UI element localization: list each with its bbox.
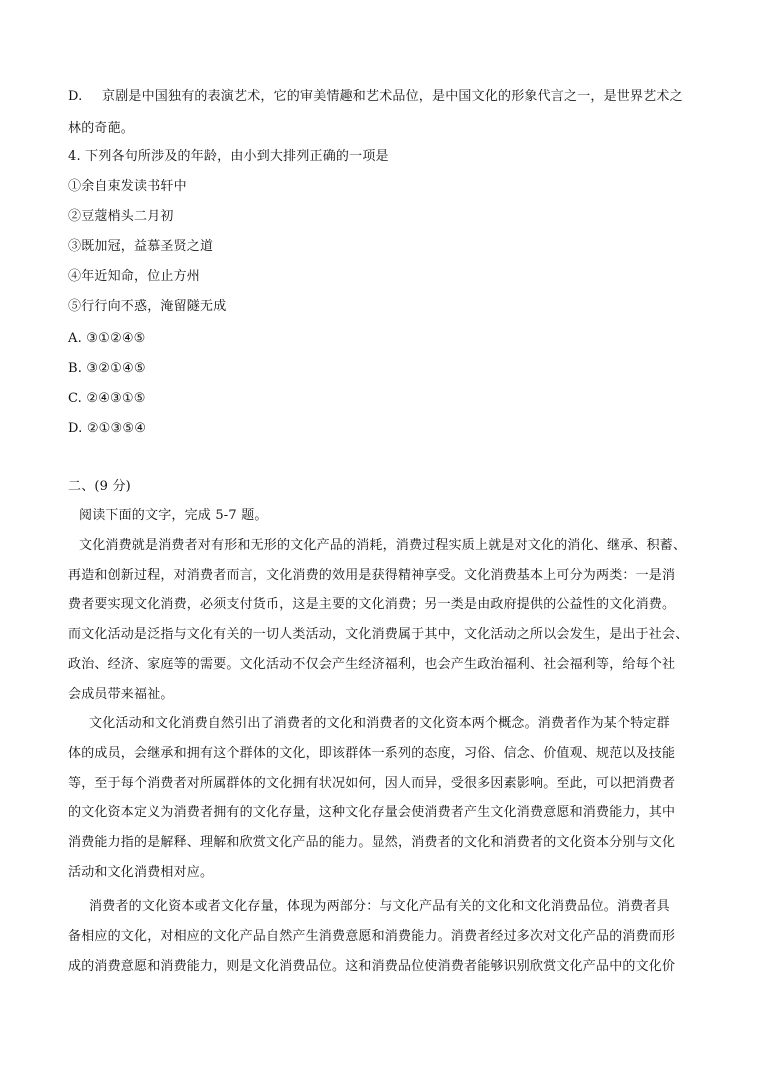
question-3-option-d (68, 89, 683, 105)
paragraph-line: 文化消费就是消费者对有形和无形的文化产品的消耗，消费过程实质上就是对文化的消化、继承、积蓄、 (79, 538, 687, 553)
paragraph-line: 会成员带来福祉。 (68, 687, 174, 702)
question-4-option-b: B. ③②①④⑤ (68, 361, 146, 376)
question-4-item: ①余自束发读书轩中 (68, 179, 187, 194)
paragraph-line: 再造和创新过程，对消费者而言，文化消费的效用是获得精神享受。文化消费基本上可分为两类：一是消 (68, 568, 676, 583)
question-4-option-a: A. ③①②④⑤ (68, 331, 146, 346)
paragraph-line: 体的成员，会继承和拥有这个群体的文化，即该群体一系列的态度，习俗、信念、价值观、规范以及技能 (68, 746, 676, 761)
paragraph-line: 活动和文化消费相对应。 (68, 865, 214, 880)
option-text-continued: 林的奇葩。 (68, 121, 135, 136)
paragraph-line: 政治、经济、家庭等的需要。文化活动不仅会产生经济福利，也会产生政治福利、社会福利等，给每个社 (68, 657, 676, 672)
section-instruction: 阅读下面的文字，完成 5-7 题。 (79, 508, 268, 523)
question-4-stem: 4. 下列各句所涉及的年龄，由小到大排列正确的一项是 (68, 149, 389, 164)
paragraph-line: 的文化资本定义为消费者拥有的文化存量，这种文化存量会使消费者产生文化消费意愿和消费能力，其中 (68, 805, 676, 820)
option-text: 京剧是中国独有的表演艺术，它的审美情趣和艺术品位，是中国文化的形象代言之一，是世界艺术之 (102, 89, 683, 104)
paragraph-line: 而文化活动是泛指与文化有关的一切人类活动，文化消费属于其中，文化活动之所以会发生，是出于社会、 (68, 627, 689, 642)
paragraph-line: 等，至于每个消费者对所属群体的文化拥有状况如何，因人而异，受很多因素影响。至此，可以把消费者 (68, 776, 676, 791)
paragraph-line: 消费能力指的是解释、理解和欣赏文化产品的能力。显然，消费者的文化和消费者的文化资本分别与文化 (68, 835, 676, 850)
paragraph-line: 备相应的文化，对相应的文化产品自然产生消费意愿和消费能力。消费者经过多次对文化产品的消费而形 (68, 929, 676, 944)
question-4-item: ②豆蔻梢头二月初 (68, 209, 174, 224)
question-4-item: ⑤行行向不惑，淹留隧无成 (68, 299, 227, 314)
paragraph-line: 文化活动和文化消费自然引出了消费者的文化和消费者的文化资本两个概念。消费者作为某个特定群 (89, 716, 670, 731)
question-4-option-d: D. ②①③⑤④ (68, 421, 147, 436)
section-heading: 二、(9 分) (68, 479, 131, 494)
paragraph-line: 消费者的文化资本或者文化存量，体现为两部分：与文化产品有关的文化和文化消费品位。消费者具 (89, 899, 670, 914)
paragraph-line: 费者要实现文化消费，必须支付货币，这是主要的文化消费；另一类是由政府提供的公益性的文化消费。 (68, 597, 676, 612)
question-4-option-c: C. ②④③①⑤ (68, 391, 146, 406)
question-4-item: ③既加冠，益慕圣贤之道 (68, 239, 214, 254)
question-4-item: ④年近知命，位止方州 (68, 269, 201, 284)
paragraph-line: 成的消费意愿和消费能力，则是文化消费品位。这和消费品位使消费者能够识别欣赏文化产品中的文化价 (68, 959, 676, 974)
option-letter: D. (68, 89, 83, 104)
